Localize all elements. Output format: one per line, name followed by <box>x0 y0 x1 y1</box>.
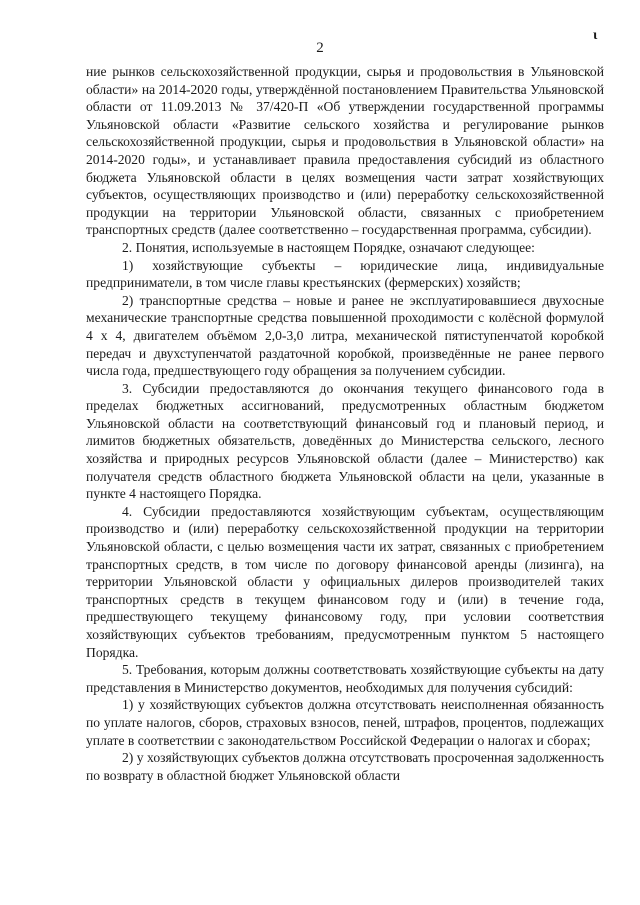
paragraph-subitem-1: 1) хозяйствующие субъекты – юридические лица, индивидуальные предприниматели, в том числе главы крестьянских (фермерских) хозяйств; <box>86 257 604 291</box>
paragraph-item-5: 5. Требования, которым должны соответствовать хозяйствующие субъекты на дату представления в Министерство документов, необходимых для получения субсидий: <box>86 662 604 695</box>
page-number: 2 <box>316 40 324 56</box>
paragraph-item-3: 3. Субсидии предоставляются до окончания текущего финансового года в пределах бюджетных ассигнований, предусмотренных областным бюджетом Ульяновской области на соответствующий финансовый год и плановый период, и лимитов бюджетных обязательств, доведённых до Министерства сельского, лесного хозяйства и природных ресурсов Ульяновской области (далее – Министерство) как получателя средств областного бюджета Ульяновской области на цели, указанные в пункте 4 настоящего Порядка. <box>86 380 604 502</box>
paragraph-requirement-2: 2) у хозяйствующих субъектов должна отсутствовать просроченная задолженность по возврату в областной бюджет Ульяновской области <box>86 750 604 783</box>
paragraph-item-4: 4. Субсидии предоставляются хозяйствующим субъектам, осуществляющим производство и (или) переработку сельскохозяйственной продукции на территории Ульяновской области, с целью возмещения части их затрат, связанных с приобретением транспортных средств, в том числе по договору финансовой аренды (лизинга), на территории Ульяновской области у официальных дилеров производителей таких транспортных средств в текущем финансовом году и (или) в течение года, предшествующего текущему финансовому году, при условии соответствия хозяйствующих субъектов требованиям, предусмотренным пунктом 5 настоящего Порядка. <box>86 503 604 660</box>
paragraph-item-2: 2. Понятия, используемые в настоящем Порядке, означают следующее: <box>122 239 535 255</box>
paragraph-continuation: ние рынков сельскохозяйственной продукции, сырья и продовольствия в Ульяновской области» на 2014-2020 годы, утверждённой постановлением Правительства Ульяновской области от 11.09.2013 № 37/420-П «Об утверждении государственной программы Ульяновской области «Развитие сельского хозяйства и регулирование рынков сельскохозяйственной продукции, сырья и продовольствия в Ульяновской области» на 2014-2020 годы», и устанавливает правила предоставления субсидий из областного бюджета Ульяновской области в целях возмещения части затрат хозяйствующих субъектов, осуществляющих производство и (или) переработку сельскохозяйственной продукции на территории Ульяновской области, связанных с приобретением транспортных средств (далее соответственно – государственная программа, субсидии). <box>86 64 604 238</box>
corner-mark: ɩ <box>593 28 598 43</box>
document-body <box>86 63 604 784</box>
paragraph-subitem-2: 2) транспортные средства – новые и ранее не эксплуатировавшиеся двухосные механические транспортные средства повышенной проходимости с колёсной формулой 4 х 4, двигателем объёмом 2,0-3,0 литра, механической пятиступенчатой коробкой передач и двухступенчатой раздаточной коробкой, произведённые не ранее первого числа года, предшествующего году обращения за получением субсидии. <box>86 292 604 379</box>
paragraph-requirement-1: 1) у хозяйствующих субъектов должна отсутствовать неисполненная обязанность по уплате налогов, сборов, страховых взносов, пеней, штрафов, процентов, подлежащих уплате в соответствии с законодательством Российской Федерации о налогах и сборах; <box>86 697 604 748</box>
